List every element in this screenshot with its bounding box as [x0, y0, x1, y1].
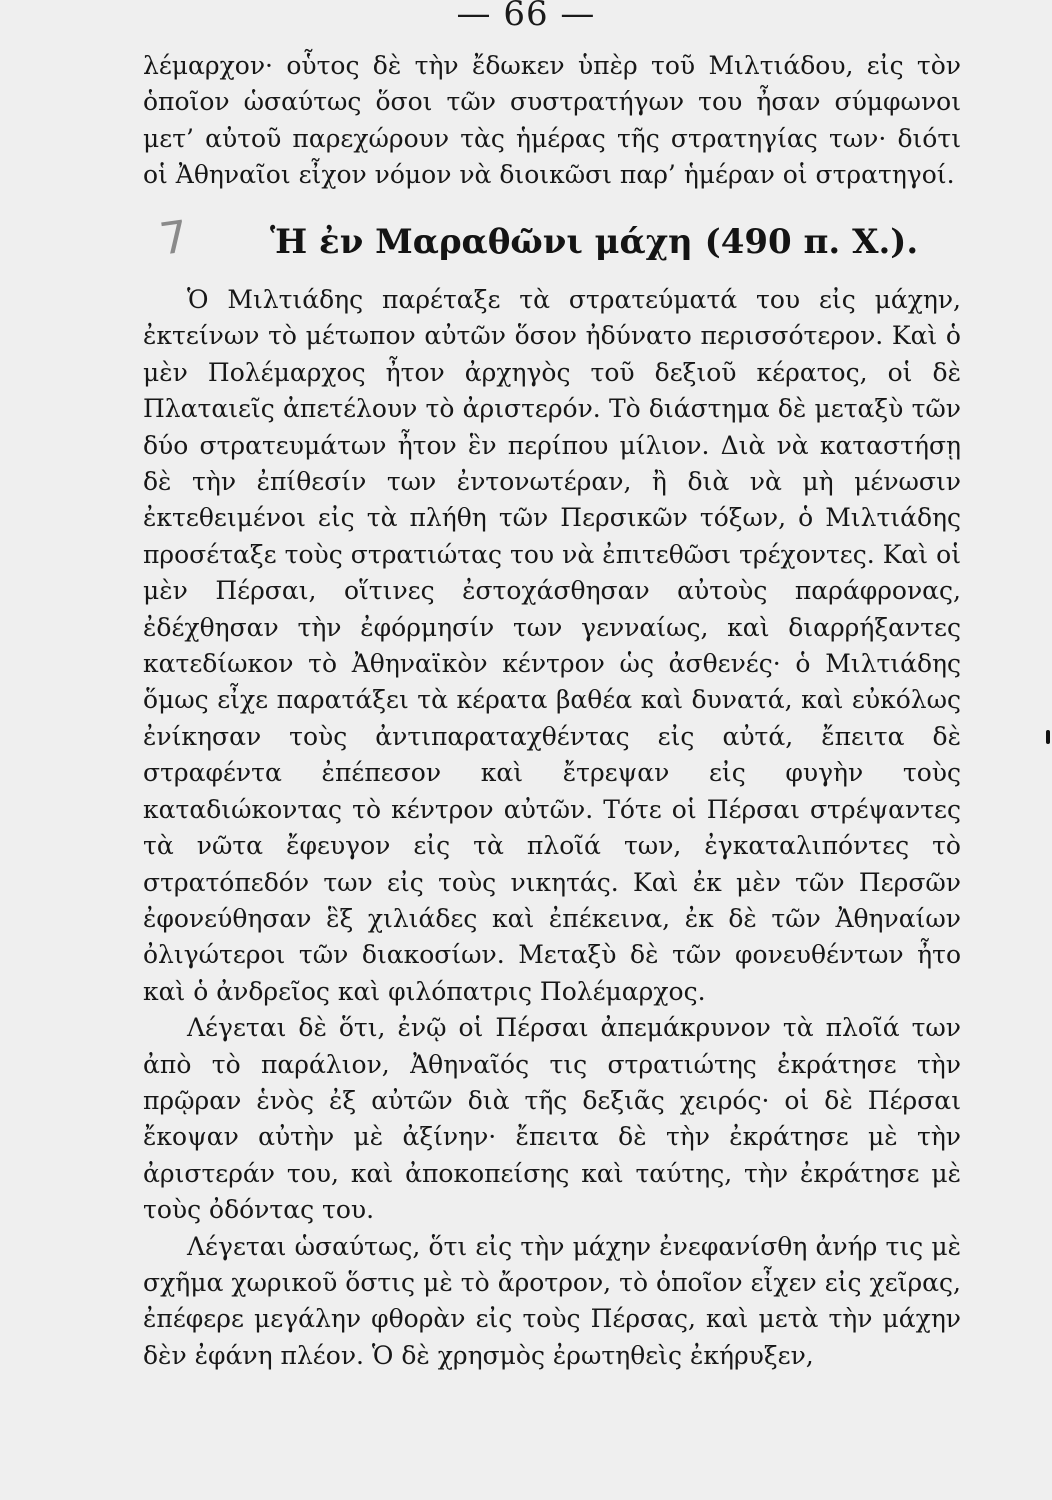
section-body	[143, 282, 961, 1374]
body-paragraph-3: Λέγεται ὡσαύτως, ὅτι εἰς τὴν μάχην ἐνεφανίσθη ἀνήρ τις μὲ σχῆμα χωρικοῦ ὅστις μὲ τὸ ἄροτρον, τὸ ὁποῖον εἶχεν εἰς χεῖρας, ἐπέφερε μεγάλην φθορὰν εἰς τοὺς Πέρσας, καὶ μετὰ τὴν μάχην δὲν ἐφάνη πλέον. Ὁ δὲ χρησμὸς ἐρωτηθεὶς ἐκήρυξεν,	[143, 1231, 961, 1370]
page-number: — 66 —	[456, 0, 596, 34]
continued-text-block	[143, 48, 961, 194]
handwritten-margin-mark: 7	[156, 211, 192, 266]
continued-paragraph: λέμαρχον· οὗτος δὲ τὴν ἔδωκεν ὑπὲρ τοῦ Μιλτιάδου, εἰς τὸν ὁποῖον ὡσαύτως ὅσοι τῶν συστρατήγων του ἦσαν σύμφωνοι μετ’ αὐτοῦ παρεχώρουν τὰς ἡμέρας τῆς στρατηγίας των· διότι οἱ Ἀθηναῖοι εἶχον νόμον νὰ διοικῶσι παρ’ ἡμέραν οἱ στρατηγοί.	[143, 51, 961, 190]
body-paragraph-1: Ὁ Μιλτιάδης παρέταξε τὰ στρατεύματά του εἰς μάχην, ἐκτείνων τὸ μέτωπον αὐτῶν ὅσον ἠδύνατο περισσότερον. Καὶ ὁ μὲν Πολέμαρχος ἦτον ἀρχηγὸς τοῦ δεξιοῦ κέρατος, οἱ δὲ Πλαταιεῖς ἀπετέλουν τὸ ἀριστερόν. Τὸ διάστημα δὲ μεταξὺ τῶν δύο στρατευμάτων ἦτον ἓν περίπου μίλιον. Διὰ νὰ καταστήσῃ δὲ τὴν ἐπίθεσίν των ἐντονωτέραν, ἢ διὰ νὰ μὴ μένωσιν ἐκτεθειμένοι εἰς τὰ πλήθη τῶν Περσικῶν τόξων, ὁ Μιλτιάδης προσέταξε τοὺς στρατιώτας του νὰ ἐπιτεθῶσι τρέχοντες. Καὶ οἱ μὲν Πέρσαι, οἵτινες ἐστοχάσθησαν αὐτοὺς παράφρονας, ἐδέχθησαν τὴν ἐφόρμησίν των γενναίως, καὶ διαρρήξαντες κατεδίωκον τὸ Ἀθηναϊκὸν κέντρον ὡς ἀσθενές· ὁ Μιλτιάδης ὅμως εἶχε παρατάξει τὰ κέρατα βαθέα καὶ δυνατά, καὶ εὐκόλως ἐνίκησαν τοὺς ἀντιπαραταχθέντας εἰς αὐτά, ἔπειτα δὲ στραφέντα ἐπέπεσον καὶ ἔτρεψαν εἰς φυγὴν τοὺς καταδιώκοντας τὸ κέντρον αὐτῶν. Τότε οἱ Πέρσαι στρέψαντες τὰ νῶτα ἔφευγον εἰς τὰ πλοῖά των, ἐγκαταλιπόντες τὸ στρατόπεδόν των εἰς τοὺς νικητάς. Καὶ ἐκ μὲν τῶν Περσῶν ἐφονεύθησαν ἓξ χιλιάδες καὶ ἐπέκεινα, ἐκ δὲ τῶν Ἀθηναίων ὀλιγώτεροι τῶν διακοσίων. Μεταξὺ δὲ τῶν φονευθέντων ἦτο καὶ ὁ ἀνδρεῖος καὶ φιλόπατρις Πολέμαρχος.	[143, 285, 961, 1006]
section-heading: Ἡ ἐν Μαραθῶνι μάχη (490 π. Χ.).	[270, 222, 919, 262]
body-paragraph-2: Λέγεται δὲ ὅτι, ἐνῷ οἱ Πέρσαι ἀπεμάκρυνον τὰ πλοῖά των ἀπὸ τὸ παράλιον, Ἀθηναῖός τις στρατιώτης ἐκράτησε τὴν πρῷραν ἑνὸς ἐξ αὐτῶν διὰ τῆς δεξιᾶς χειρός· οἱ δὲ Πέρσαι ἔκοψαν αὐτὴν μὲ ἀξίνην· ἔπειτα δὲ τὴν ἐκράτησε μὲ τὴν ἀριστεράν του, καὶ ἀποκοπείσης καὶ ταύτης, τὴν ἐκράτησε μὲ τοὺς ὀδόντας του.	[143, 1013, 961, 1225]
page-edge-mark	[1046, 730, 1050, 744]
